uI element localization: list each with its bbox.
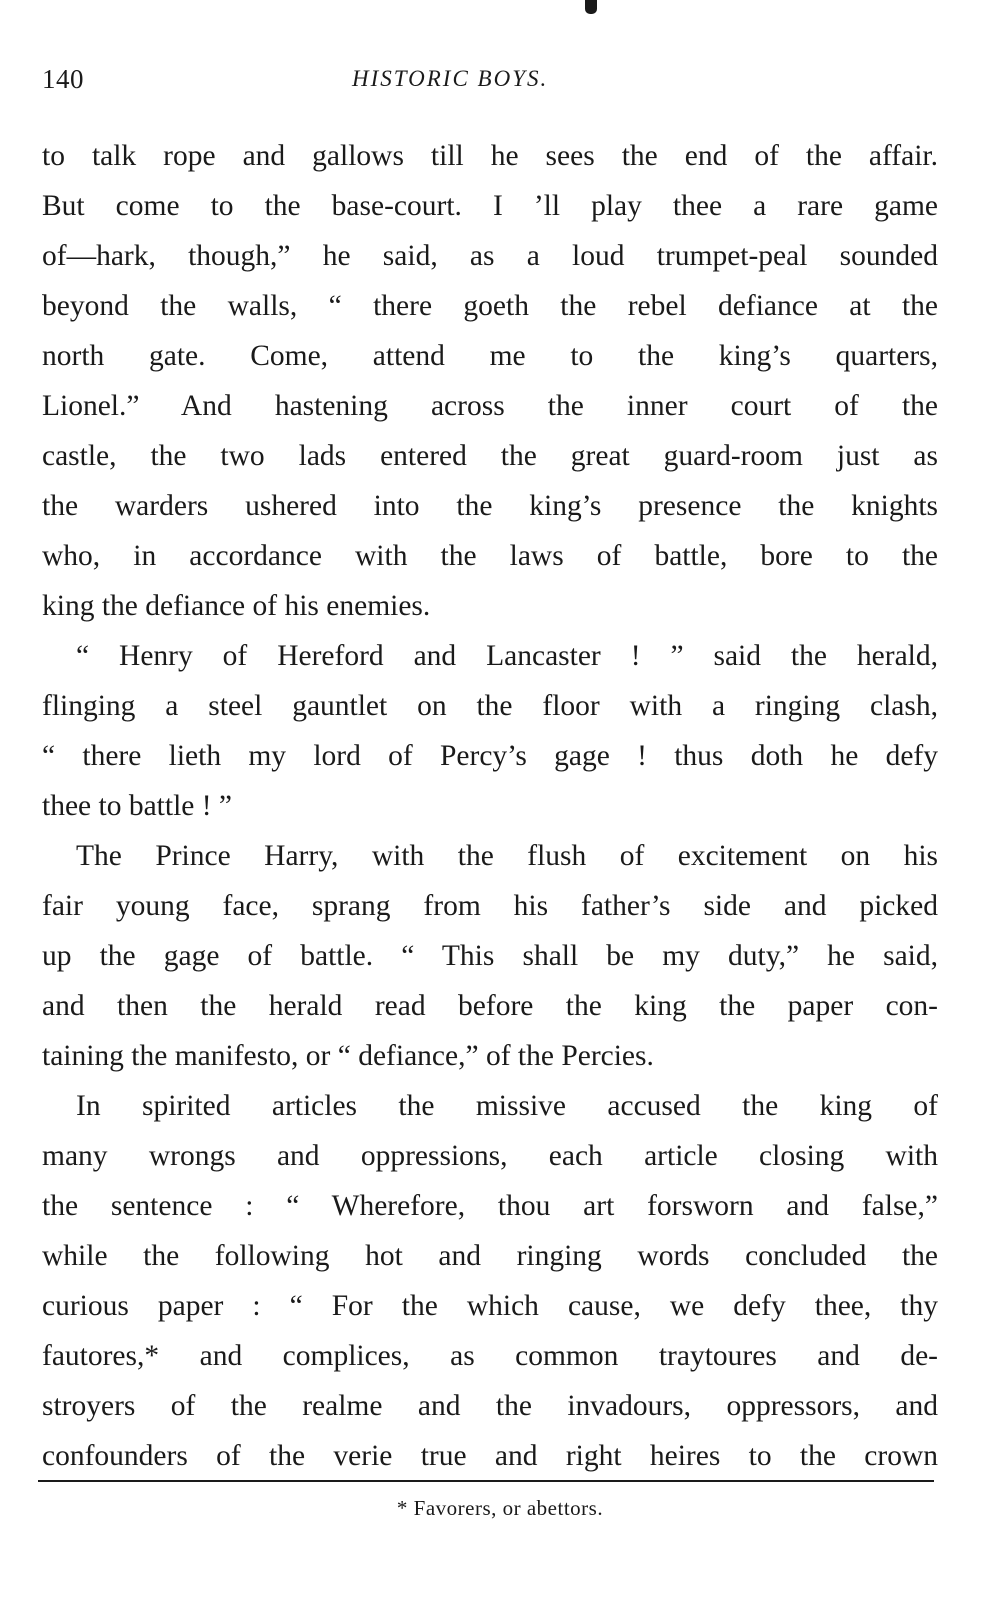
text-line: beyond the walls, “ there goeth the rebel defiance at the <box>42 290 938 322</box>
body-text <box>42 131 938 1481</box>
text-line: fair young face, sprang from his father’s side and picked <box>42 890 938 922</box>
text-line: who, in accordance with the laws of battle, bore to the <box>42 540 938 572</box>
text-line: to talk rope and gallows till he sees the end of the affair. <box>42 140 938 172</box>
text-line: But come to the base-court. I ’ll play thee a rare game <box>42 190 938 222</box>
text-line: while the following hot and ringing words concluded the <box>42 1240 938 1272</box>
text-line: and then the herald read before the king the paper con- <box>42 990 938 1022</box>
text-line: castle, the two lads entered the great guard-room just as <box>42 440 938 472</box>
text-line: flinging a steel gauntlet on the floor with a ringing clash, <box>42 690 938 722</box>
page-header <box>42 62 938 102</box>
text-line: “ there lieth my lord of Percy’s gage ! thus doth he defy <box>42 740 938 772</box>
paragraph-end-line: taining the manifesto, or “ defiance,” of the Percies. <box>42 1040 654 1072</box>
running-head: HISTORIC BOYS. <box>352 66 549 91</box>
paragraph-start-line: The Prince Harry, with the flush of excitement on his <box>76 840 938 872</box>
paragraph-start-line: In spirited articles the missive accused the king of <box>76 1090 938 1122</box>
page-top-mark <box>585 0 597 14</box>
text-line: the warders ushered into the king’s presence the knights <box>42 490 938 522</box>
footnote: * Favorers, or abettors. <box>396 1496 604 1520</box>
paragraph-end-line: thee to battle ! ” <box>42 790 233 822</box>
footnote-divider <box>38 1480 934 1482</box>
text-line: fautores,* and complices, as common traytoures and de- <box>42 1340 938 1372</box>
paragraph-start-line: “ Henry of Hereford and Lancaster ! ” said the herald, <box>76 640 938 672</box>
text-line: curious paper : “ For the which cause, we defy thee, thy <box>42 1290 938 1322</box>
text-line: confounders of the verie true and right heires to the crown <box>42 1440 938 1472</box>
text-line: the sentence : “ Wherefore, thou art forsworn and false,” <box>42 1190 938 1222</box>
text-line: north gate. Come, attend me to the king’s quarters, <box>42 340 938 372</box>
text-line: many wrongs and oppressions, each article closing with <box>42 1140 938 1172</box>
paragraph-end-line: king the defiance of his enemies. <box>42 590 431 622</box>
page-number: 140 <box>42 64 84 94</box>
text-line: Lionel.” And hastening across the inner court of the <box>42 390 938 422</box>
text-line: stroyers of the realme and the invadours, oppressors, and <box>42 1390 938 1422</box>
text-line: of—hark, though,” he said, as a loud trumpet-peal sounded <box>42 240 938 272</box>
text-line: up the gage of battle. “ This shall be my duty,” he said, <box>42 940 938 972</box>
